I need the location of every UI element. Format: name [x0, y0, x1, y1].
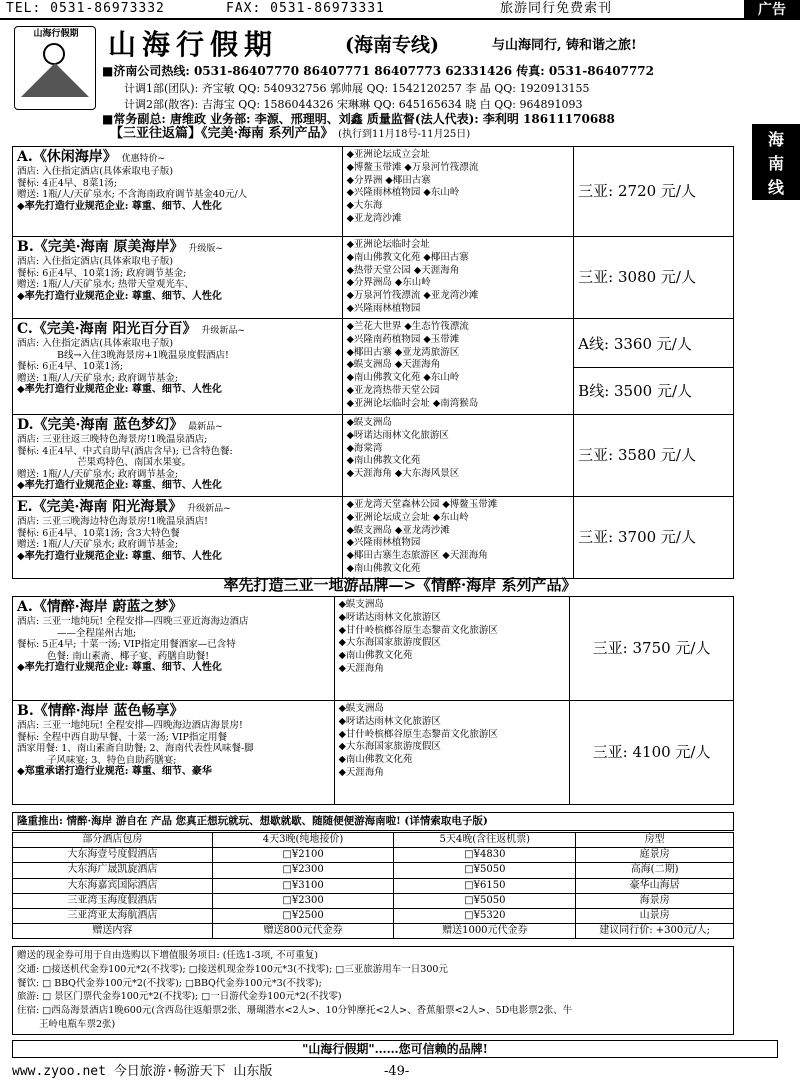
product2-a-price: 三亚: 3750 元/人	[570, 597, 734, 701]
product2-row-b	[13, 701, 734, 805]
mountain-icon	[21, 63, 89, 97]
product-c-price	[574, 319, 734, 415]
extras-line[interactable]: 旅游: □ 景区门票代金券100元*2(不找零); □一日游代金券100元*2(不找零)	[17, 991, 342, 1003]
section-note: (执行到11月18号-11月25日)	[338, 129, 471, 140]
table-cell: 大东海广晟凯旋酒店	[13, 863, 213, 878]
product-line: 酒店: 入住指定酒店(具体索取电子版)	[17, 166, 174, 178]
table-cell: 大东海嘉宾国际酒店	[13, 878, 213, 893]
product-title: B.《情醉·海岸 蓝色畅享》	[17, 703, 184, 719]
brand-footer: "山海行假期"……您可信赖的品牌!	[12, 1040, 778, 1058]
product2-b-info	[13, 701, 335, 805]
product-c-info	[13, 319, 343, 415]
extras-line[interactable]: 住宿: □西岛海景酒店1晚600元(含西岛往返船票2张、珊瑚潜水<2人>、10分钟摩托<2人>、香蕉船票<2人>、5D电影票2张、牛	[17, 1005, 573, 1017]
attraction: ◆亚洲论坛临时会址 ◆南湾猴岛	[346, 397, 479, 409]
package-table	[12, 832, 734, 939]
table-header: 房型	[576, 833, 734, 848]
table-cell: 建议同行价: +300元/人;	[576, 924, 734, 939]
product-line: B线→入住3晚海景房+1晚温泉度假酒店!	[57, 349, 229, 361]
product-d-attractions	[342, 415, 574, 497]
attraction: ◆蜈支洲岛	[338, 599, 384, 610]
table-cell: 三亚湾亚太海航酒店	[13, 908, 213, 923]
product2-row-a	[13, 597, 734, 701]
attraction: ◆南山佛教文化苑 ◆椰田古寨	[346, 251, 469, 263]
attraction: ◆兴隆南药植物园 ◆玉带滩	[346, 333, 460, 345]
page-number: -49-	[384, 1064, 410, 1079]
product-row-d	[13, 415, 734, 497]
attraction: ◆椰田古寨 ◆亚龙湾旅游区	[346, 346, 460, 358]
product-title: B.《完美·海南 原美海岸》	[17, 239, 184, 255]
gift-row	[13, 924, 734, 939]
attraction: ◆兴隆雨林植物园 ◆东山岭	[346, 187, 460, 199]
table-cell[interactable]: □¥5320	[394, 908, 576, 923]
product-line: 酒店: 三亚一地纯玩! 全程安排—四晚海边酒店海景房!	[17, 720, 243, 732]
bottom-bar	[0, 1062, 800, 1083]
company-logo	[14, 26, 96, 110]
product-motto: ◆率先打造行业规范企业: 尊重、细节、人性化	[17, 384, 222, 396]
product-a-info	[13, 147, 343, 237]
attraction: ◆蜈支洲岛	[338, 703, 384, 714]
attraction: ◆蜈支洲岛 ◆天涯海角	[346, 359, 441, 371]
table-cell: 山景房	[576, 908, 734, 923]
product-line: 餐标: 全程中西自助早餐、十菜一汤; VIP指定用餐	[17, 731, 227, 743]
attraction: ◆南山佛教文化苑 ◆东山岭	[346, 372, 460, 384]
product-line: 赠送: 1瓶/人/天矿泉水; 政府调节基金;	[17, 539, 179, 551]
table-cell: 海景房	[576, 893, 734, 908]
product-tag: 优惠特价~	[121, 154, 166, 164]
product-line: 酒家用餐: 1、南山素斋自助餐; 2、海南代表性风味餐-脚	[17, 743, 254, 755]
attraction: ◆椰田古寨生态旅游区 ◆天涯海角	[346, 550, 488, 562]
attraction: ◆呀诺达雨林文化旅游区	[338, 611, 441, 623]
product-line: 餐标: 4正4早、中式自助早(酒店含早); 已含特色餐:	[17, 445, 233, 457]
attraction: ◆天涯海角	[338, 663, 384, 675]
table-cell[interactable]: □¥4830	[394, 848, 576, 863]
table-header: 4天3晚(纯地接价)	[212, 833, 394, 848]
product-motto: ◆率先打造行业规范企业: 尊重、细节、人性化	[17, 662, 222, 674]
table-cell: 高海(二期)	[576, 863, 734, 878]
attraction: ◆南山佛教文化苑	[346, 455, 421, 467]
product-line: 餐标: 4正4早、8菜1汤;	[17, 177, 118, 189]
product-line: 色餐: 南山素斋、椰子宴、药膳自助餐!	[47, 650, 210, 662]
products2-table	[12, 596, 734, 805]
product-row-a	[13, 147, 734, 237]
extras-block	[12, 946, 734, 1035]
table-cell[interactable]: □¥2500	[212, 908, 394, 923]
product-line: 酒店: 入住指定酒店(具体索取电子版)	[17, 256, 174, 268]
table-cell[interactable]: □¥5050	[394, 863, 576, 878]
attraction: ◆热带天堂公园 ◆天涯海角	[346, 264, 460, 276]
product-d-price: 三亚: 3580 元/人	[574, 415, 734, 497]
table-row	[13, 878, 734, 893]
attraction: ◆呀诺达雨林文化旅游区	[338, 715, 441, 727]
table-header: 5天4晚(含往返机票)	[394, 833, 576, 848]
product-tag: 升级新品~	[201, 326, 245, 336]
table-cell: 赠送内容	[13, 924, 213, 939]
product-motto: ◆率先打造行业规范企业: 尊重、细节、人性化	[17, 200, 222, 212]
attraction: ◆南山佛教文化苑	[338, 650, 413, 662]
product-line: 芒果鸡特色、南国水果宴。	[77, 457, 192, 469]
product-title: A.《休闲海岸》	[17, 149, 117, 165]
package-intro: 隆重推出: 情醉·海岸 游自在 产品 您真正想玩就玩、想歇就歇、随随便便游海南啦! (详情索取电子版)	[12, 812, 734, 831]
product2-a-info	[13, 597, 335, 701]
product-d-info	[13, 415, 343, 497]
product-line: ——全程崖州古地;	[57, 627, 137, 639]
product2-a-attractions	[334, 597, 570, 701]
product-b-info	[13, 237, 343, 319]
package-header-row	[13, 833, 734, 848]
product-tag: 最新品~	[188, 422, 223, 432]
table-cell: 大东海壹号度假酒店	[13, 848, 213, 863]
attraction: ◆兴隆雨林植物园	[346, 303, 421, 315]
product-line: 餐标: 6正4早、10菜1汤; 含3大特色餐	[17, 527, 180, 539]
site-text[interactable]: www.zyoo.net 今日旅游·畅游天下 山东版	[12, 1064, 273, 1079]
product-line: 餐标: 6正4早、10菜1汤;	[17, 361, 124, 373]
product-line: 子风味宴; 3、特色自助药膳宴;	[47, 754, 177, 766]
contact-row-1: 计调1部(团队): 齐宝敏 QQ: 540932756 郭帅展 QQ: 1542120257 李 晶 QQ: 1920913155	[124, 82, 590, 95]
attraction: ◆甘什岭槟榔谷原生态黎苗文化旅游区	[338, 624, 498, 636]
attraction: ◆天涯海角 ◆大东海风景区	[346, 468, 460, 480]
product-line: 餐标: 5正4早; 十菜一汤; VIP指定用餐酒家—已含特	[17, 639, 236, 651]
product-title: E.《完美·海南 阳光海景》	[17, 499, 183, 515]
product-b-price: 三亚: 3080 元/人	[574, 237, 734, 319]
extras-line[interactable]: 交通: □接送机代金券100元*2(不找零); □接送机现金券100元*3(不找零); □三亚旅游用车一日300元	[17, 963, 448, 975]
product-title: C.《完美·海南 阳光百分百》	[17, 321, 197, 337]
section-title	[110, 126, 700, 142]
section-title-text: 【三亚往返篇】《完美·海南 系列产品》	[110, 126, 334, 141]
product-title: A.《情醉·海岸 蔚蓝之梦》	[17, 599, 183, 615]
table-cell: 赠送800元代金券	[212, 924, 394, 939]
product-line: 酒店: 三亚往返三晚特色海景房!1晚温泉酒店;	[17, 434, 208, 446]
table-row	[13, 863, 734, 878]
series-band: 率先打造三亚一地游品牌—>《情醉·海岸 系列产品》	[223, 576, 577, 594]
product-e-attractions	[342, 497, 574, 579]
product-row-c	[13, 319, 734, 415]
attraction: ◆博鳌玉带滩 ◆万泉河竹筏漂流	[346, 161, 479, 173]
attraction: ◆大东海国家旅游度假区	[338, 741, 441, 753]
attraction: ◆天涯海角	[338, 767, 384, 779]
product-a-attractions	[342, 147, 574, 237]
attraction: ◆亚洲论坛成立会址 ◆东山岭	[346, 511, 469, 523]
attraction: ◆亚龙湾热带天堂公园	[346, 385, 440, 397]
attraction: ◆蜈支洲岛	[346, 417, 392, 428]
products-table	[12, 146, 734, 579]
fax-text: FAX: 0531-86973331	[226, 1, 385, 16]
table-cell[interactable]: □¥3100	[212, 878, 394, 893]
side-tab-label: 海南线	[767, 130, 784, 197]
product-e-price: 三亚: 3700 元/人	[574, 497, 734, 579]
product2-b-price: 三亚: 4100 元/人	[570, 701, 734, 805]
contact-row-2: 计调2部(散客): 吉海宝 QQ: 1586044326 宋琳琳 QQ: 645165634 晓 白 QQ: 964891093	[124, 98, 583, 111]
table-header: 部分酒店包房	[13, 833, 213, 848]
product-tag: 升级版~	[188, 244, 223, 254]
price-a-line: A线: 3360 元/人	[574, 320, 733, 368]
sun-icon	[43, 43, 65, 65]
attraction: ◆蜈支洲岛 ◆亚龙湾沙滩	[346, 524, 450, 536]
brand-title: 山海行假期	[108, 28, 279, 61]
attraction: ◆兰花大世界 ◆生态竹筏漂流	[346, 321, 469, 332]
free-catalog-text: 旅游同行免费索刊	[500, 1, 613, 16]
attraction: ◆亚龙湾天堂森林公园 ◆博鳌玉带滩	[346, 499, 498, 510]
price-b-line: B线: 3500 元/人	[578, 381, 693, 400]
table-cell: 庭景房	[576, 848, 734, 863]
product-line: 酒店: 入住指定酒店(具体索取电子版)	[17, 338, 174, 350]
top-bar	[0, 0, 800, 20]
table-row	[13, 848, 734, 863]
product-c-attractions	[342, 319, 574, 415]
table-cell[interactable]: □¥2100	[212, 848, 394, 863]
product-line: 赠送: 1瓶/人/天矿泉水; 政府调节基金;	[17, 468, 179, 480]
table-cell: 三亚湾玉海度假酒店	[13, 893, 213, 908]
attraction: ◆呀诺达雨林文化旅游区	[346, 429, 449, 441]
table-cell[interactable]: □¥5050	[394, 893, 576, 908]
tel-text: TEL: 0531-86973332	[6, 1, 165, 16]
ad-label: 广告	[744, 0, 800, 20]
attraction: ◆兴隆雨林植物园	[346, 537, 421, 549]
table-cell[interactable]: □¥2300	[212, 863, 394, 878]
attraction: ◆甘什岭槟榔谷原生态黎苗文化旅游区	[338, 728, 498, 740]
product-motto: ◆率先打造行业规范企业: 尊重、细节、人性化	[17, 290, 222, 302]
product-motto: ◆郑重承诺打造行业规范: 尊重、细节、豪华	[17, 766, 212, 778]
product-line: 酒店: 三亚三晚海边特色海景房!1晚温泉酒店!	[17, 516, 208, 528]
brand-subtitle: (海南专线)	[345, 34, 439, 56]
product-line: 赠送: 1瓶/人/天矿泉水; 热带天堂观光车、	[17, 279, 194, 291]
attraction: ◆分界洲岛 ◆东山岭	[346, 277, 431, 289]
table-cell: 豪华山海居	[576, 878, 734, 893]
product-row-e	[13, 497, 734, 579]
extras-line: 赠送的现金券可用于自由选购以下增值服务项目: (任选1-3项, 不可重复)	[17, 950, 318, 961]
brand-slogan: 与山海同行, 铸和谐之旅!	[492, 38, 637, 53]
attraction: ◆海棠湾	[346, 442, 383, 454]
product-title: D.《完美·海南 蓝色梦幻》	[17, 417, 184, 433]
attraction: ◆大东海国家旅游度假区	[338, 637, 441, 649]
product-line: 赠送: 1瓶/人/天矿泉水; 政府调节基金;	[17, 372, 179, 384]
table-row	[13, 893, 734, 908]
table-cell: 赠送1000元代金券	[394, 924, 576, 939]
attraction: ◆大东海	[346, 200, 383, 212]
product-line: 赠送: 1瓶/人/天矿泉水; 不含海南政府调节基金40元/人	[17, 189, 248, 201]
attraction: ◆万泉河竹筏漂流 ◆亚龙湾沙滩	[346, 290, 479, 302]
product-e-info	[13, 497, 343, 579]
product-b-attractions	[342, 237, 574, 319]
side-tab	[752, 124, 800, 200]
product-motto: ◆率先打造行业规范企业: 尊重、细节、人性化	[17, 480, 222, 492]
product-row-b	[13, 237, 734, 319]
product-line: 酒店: 三亚一地纯玩! 全程安排—四晚三亚近海海边酒店	[17, 616, 249, 628]
attraction: ◆亚龙湾沙滩	[346, 213, 402, 225]
attraction: ◆亚洲论坛临时会址	[346, 239, 430, 250]
product-a-price: 三亚: 2720 元/人	[574, 147, 734, 237]
attraction: ◆亚洲论坛成立会址	[346, 149, 430, 160]
product-motto: ◆率先打造行业规范企业: 尊重、细节、人性化	[17, 550, 222, 562]
table-cell[interactable]: □¥2300	[212, 893, 394, 908]
attraction: ◆南山佛教文化苑	[338, 754, 413, 766]
table-cell[interactable]: □¥6150	[394, 878, 576, 893]
attraction: ◆分界洲 ◆椰田古寨	[346, 174, 431, 186]
product-line: 餐标: 6正4早、10菜1汤; 政府调节基金;	[17, 267, 187, 279]
logo-text: 山海行假期	[33, 29, 79, 39]
table-row	[13, 908, 734, 923]
product2-b-attractions	[334, 701, 570, 805]
extras-line[interactable]: 餐饮: □ BBQ代金券100元*2(不找零); □BBQ代金券100元*3(不找零);	[17, 977, 322, 989]
management-row: ■常务副总: 唐维政 业务部: 李源、邢理明、刘鑫 质量监督(法人代表): 李利明 18611170688	[102, 112, 615, 126]
extras-line: 王岭电瓶车票2张)	[39, 1018, 116, 1030]
hotline: ■济南公司热线: 0531-86407770 86407771 86407773 62331426 传真: 0531-86407772	[102, 64, 655, 78]
product-tag: 升级新品~	[187, 504, 231, 514]
attraction: ◆南山佛教文化苑	[346, 563, 421, 575]
